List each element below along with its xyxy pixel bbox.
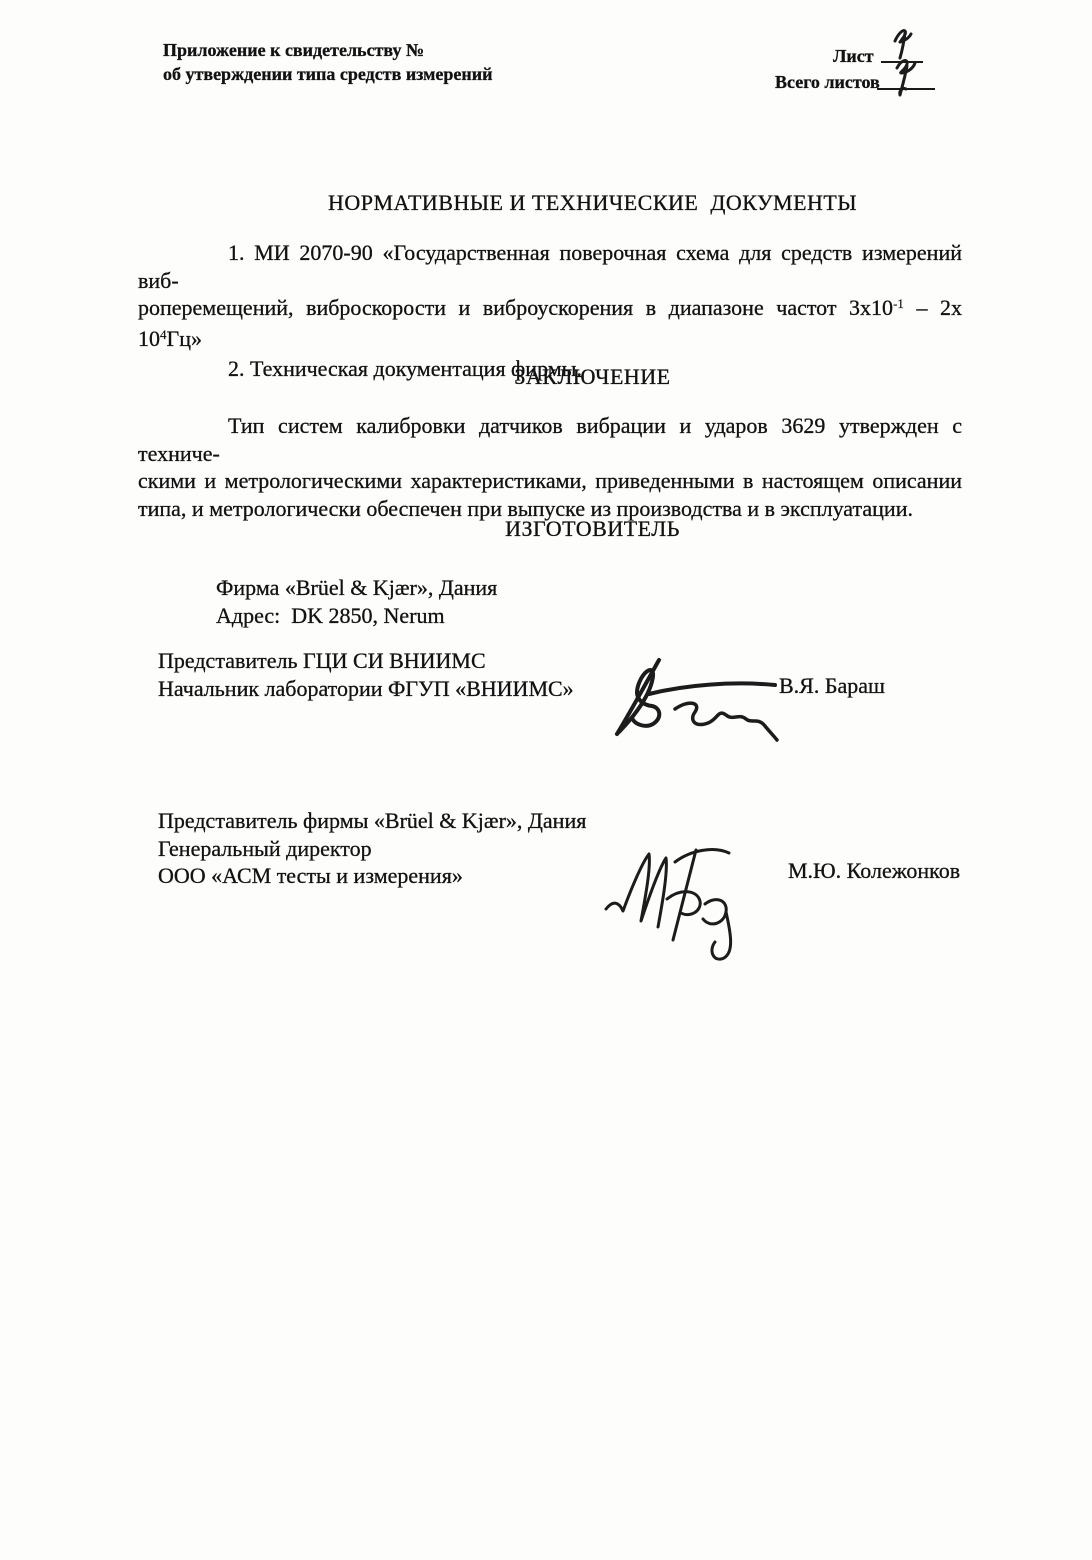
superscript-exponent: 4 — [160, 326, 167, 342]
section-title-conclusion: ЗАКЛЮЧЕНИЕ — [514, 364, 671, 389]
paragraph-line: скими и метрологическими характеристиками, приведенными в настоящем описании — [138, 468, 962, 493]
handwritten-sheet-number — [890, 28, 916, 60]
paragraph-line: 1. МИ 2070-90 «Государственная поверочная схема для средств измерений виб- — [138, 240, 962, 293]
normative-docs-paragraph — [138, 239, 962, 383]
superscript-exponent: -1 — [893, 296, 904, 311]
manufacturer-company: Фирма «Brüel & Kjær», Дания — [216, 575, 498, 600]
paragraph-line: Тип систем калибровки датчиков вибрации и ударов 3629 утвержден с техниче- — [138, 413, 962, 466]
manufacturer-address: Адрес: DK 2850, Nerum — [216, 602, 445, 628]
frequency-range-tail: – 2х — [903, 295, 963, 320]
header-left-line1: Приложение к свидетельству № — [163, 40, 425, 60]
frequency-range-text: роперемещений, виброскорости и виброускорения в диапазоне частот 3х10 — [138, 295, 894, 320]
signatory-org-line: Генеральный директор — [158, 835, 372, 861]
signatory-org-line: Представитель фирмы «Brüel & Kjær», Дания — [158, 808, 587, 833]
signatory-name: М.Ю. Колежонков — [788, 858, 961, 883]
paragraph-line: типа, и метрологически обеспечен при выпуске из производства и в эксплуатации. — [138, 495, 913, 521]
sheet-label: Лист — [833, 46, 874, 66]
signatory-block-bruel-kjaer — [158, 807, 586, 890]
frequency-base: 10 — [138, 325, 160, 351]
signatory-org-line: Начальник лаборатории ФГУП «ВНИИМС» — [158, 675, 574, 701]
paragraph-line: 2. Техническая документация фирмы. — [228, 356, 582, 381]
frequency-unit: Гц» — [166, 325, 202, 351]
conclusion-paragraph — [138, 412, 962, 522]
header-left-line2: об утверждении типа средств измерений — [163, 64, 493, 84]
paragraph-line — [138, 325, 962, 356]
paragraph-line — [138, 294, 962, 325]
signature-barash — [605, 652, 780, 747]
section-title-manufacturer: ИЗГОТОВИТЕЛЬ — [505, 516, 680, 541]
section-title-normative-docs: НОРМАТИВНЫЕ И ТЕХНИЧЕСКИЕ ДОКУМЕНТЫ — [327, 190, 858, 215]
signature-kolezhonkov — [602, 845, 752, 970]
signatory-org-line: ООО «АСМ тесты и измерения» — [158, 863, 463, 888]
signatory-org-line: Представитель ГЦИ СИ ВНИИМС — [158, 648, 486, 673]
handwritten-total-sheets — [889, 57, 919, 97]
total-sheets-label: Всего листов — [775, 72, 880, 92]
header-left — [163, 38, 493, 86]
signatory-name: В.Я. Бараш — [779, 673, 885, 698]
manufacturer-block — [216, 574, 497, 629]
signatory-block-vniims — [158, 647, 574, 702]
